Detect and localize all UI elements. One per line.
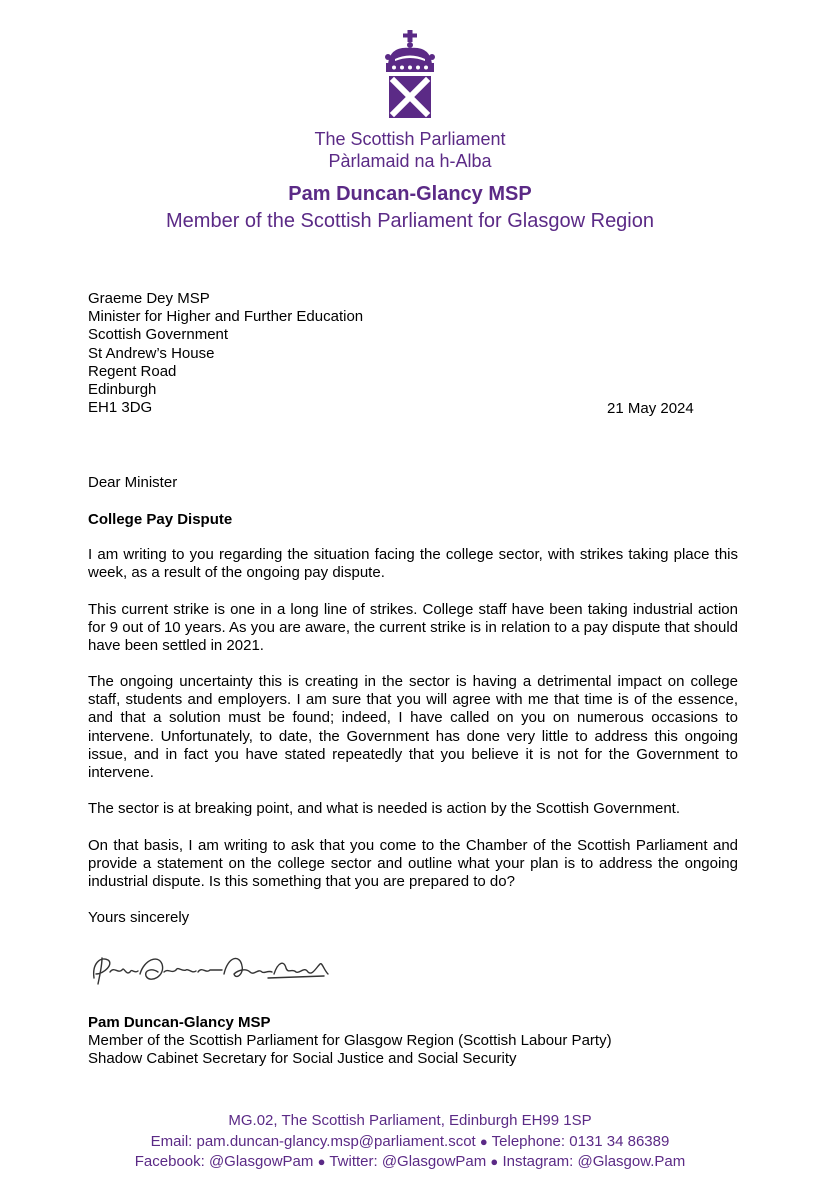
footer-address: MG.02, The Scottish Parliament, Edinburgh EH99 1SP — [228, 1112, 592, 1129]
bullet-separator: ● — [479, 1133, 488, 1149]
letter-footer — [0, 1111, 820, 1173]
parliament-name — [0, 128, 820, 172]
bullet-separator: ● — [490, 1154, 499, 1169]
bullet-separator: ● — [317, 1154, 326, 1169]
email-address: pam.duncan-glancy.msp@parliament.scot — [196, 1132, 476, 1150]
body-paragraph: I am writing to you regarding the situation facing the college sector, with strikes taking place this week, as a result of the ongoing pay dispute. — [88, 546, 738, 582]
subject-heading: College Pay Dispute — [88, 511, 233, 528]
email-label: Email: — [150, 1132, 197, 1150]
recipient-line: Minister for Higher and Further Education — [88, 308, 364, 326]
parliament-name-english: The Scottish Parliament — [314, 129, 506, 149]
sign-off-name: Pam Duncan-Glancy MSP — [88, 1014, 271, 1031]
instagram-handle: Instagram: @Glasgow.Pam — [498, 1153, 686, 1170]
salutation: Dear Minister — [88, 474, 178, 491]
recipient-address — [88, 290, 363, 417]
handwritten-signature — [88, 931, 338, 1001]
footer-social-line — [0, 1152, 820, 1173]
facebook-handle: Facebook: @GlasgowPam — [134, 1153, 318, 1170]
body-paragraph: The ongoing uncertainty this is creating in the sector is having a detrimental impact on college staff, students and employers. I am sure that you will agree with me that time is of the essence, and that a solution must be found; indeed, I have called on you on numerous occasions to intervene. Unfortunately, to date, the Government has done very little to address this ongoing issue, and in fact you have stated repeatedly that you believe it is not for the Government to intervene. — [88, 673, 738, 782]
sign-off-role: Member of the Scottish Parliament for Glasgow Region (Scottish Labour Party) — [88, 1032, 612, 1050]
recipient-line: Regent Road — [88, 362, 177, 380]
body-paragraph: On that basis, I am writing to ask that you come to the Chamber of the Scottish Parliament and provide a statement on the college sector and outline what your plan is to address the ongoing industrial dispute. Is this something that you are prepared to do? — [88, 837, 738, 891]
recipient-line: Edinburgh — [88, 381, 157, 399]
member-name-heading: Pam Duncan-Glancy MSP — [288, 183, 532, 205]
member-role-heading: Member of the Scottish Parliament for Glasgow Region — [166, 210, 654, 232]
crown-saltire-icon — [380, 30, 440, 122]
body-paragraph: The sector is at breaking point, and what is needed is action by the Scottish Government. — [88, 800, 680, 817]
footer-contact-line — [0, 1132, 820, 1153]
phone-number: 0131 34 86389 — [569, 1132, 670, 1150]
recipient-line: St Andrew’s House — [88, 344, 215, 362]
parliament-logo — [0, 30, 820, 122]
signature-text: Pam Duncan-Glancy — [88, 931, 236, 948]
sign-off-title: Shadow Cabinet Secretary for Social Justice and Social Security — [88, 1050, 517, 1068]
sign-off-block — [88, 1014, 612, 1069]
body-paragraph: This current strike is one in a long line of strikes. College staff have been taking industrial action for 9 out of 10 years. As you are aware, the current strike is in relation to a pay dispute that should have been settled in 2021. — [88, 601, 738, 655]
phone-label: Telephone: — [487, 1132, 570, 1150]
letter-date: 21 May 2024 — [607, 400, 694, 417]
closing: Yours sincerely — [88, 909, 190, 926]
twitter-handle: Twitter: @GlasgowPam — [325, 1153, 491, 1170]
parliament-name-gaelic: Pàrlamaid na h-Alba — [328, 151, 492, 171]
recipient-line: EH1 3DG — [88, 399, 153, 417]
recipient-line: Scottish Government — [88, 326, 229, 344]
recipient-line: Graeme Dey MSP — [88, 290, 210, 307]
